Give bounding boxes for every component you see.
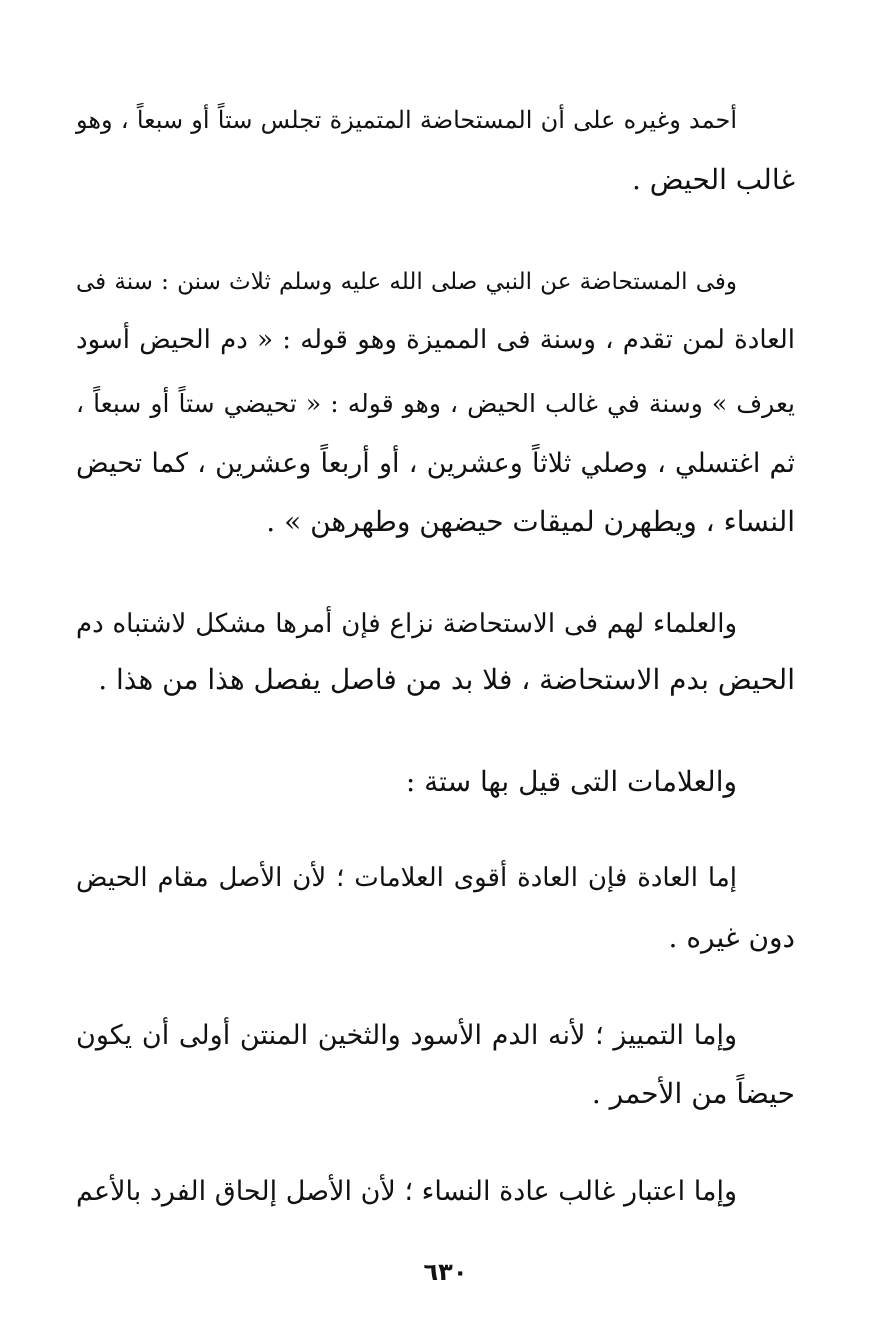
text-line: أحمد وغيره على أن المستحاضة المتميزة تجلس ستاً أو سبعاً ، وهو (76, 106, 737, 134)
text-line: حيضاً من الأحمر . (591, 1077, 795, 1110)
text-line: إما العادة فإن العادة أقوى العلامات ؛ لأن الأصل مقام الحيض (76, 863, 737, 893)
text-line: وفى المستحاضة عن النبي صلى الله عليه وسلم ثلاث سنن : سنة فى (76, 269, 737, 295)
text-line: غالب الحيض . (631, 163, 795, 196)
page-number: ٦٣٠ (423, 1258, 468, 1286)
text-line: والعلامات التى قيل بها ستة : (405, 765, 737, 798)
text-line: وإما التمييز ؛ لأنه الدم الأسود والثخين المنتن أولى أن يكون (76, 1020, 737, 1051)
text-line: النساء ، ويطهرن لميقات حيضهن وطهرهن » . (266, 505, 795, 538)
text-line: العادة لمن تقدم ، وسنة فى المميزة وهو قوله : « دم الحيض أسود (76, 325, 795, 355)
text-line: ثم اغتسلي ، وصلي ثلاثاً وعشرين ، أو أربعاً وعشرين ، كما تحيض (76, 448, 795, 479)
text-line: وإما اعتبار غالب عادة النساء ؛ لأن الأصل إلحاق الفرد بالأعم (76, 1176, 737, 1207)
text-line: يعرف » وسنة في غالب الحيض ، وهو قوله : « تحيضي ستاً أو سبعاً ، (76, 389, 795, 418)
text-line: دون غيره . (668, 921, 795, 954)
text-line: الحيض بدم الاستحاضة ، فلا بد من فاصل يفصل هذا من هذا . (98, 663, 795, 696)
text-line: والعلماء لهم فى الاستحاضة نزاع فإن أمرها مشكل لاشتباه دم (76, 609, 737, 639)
